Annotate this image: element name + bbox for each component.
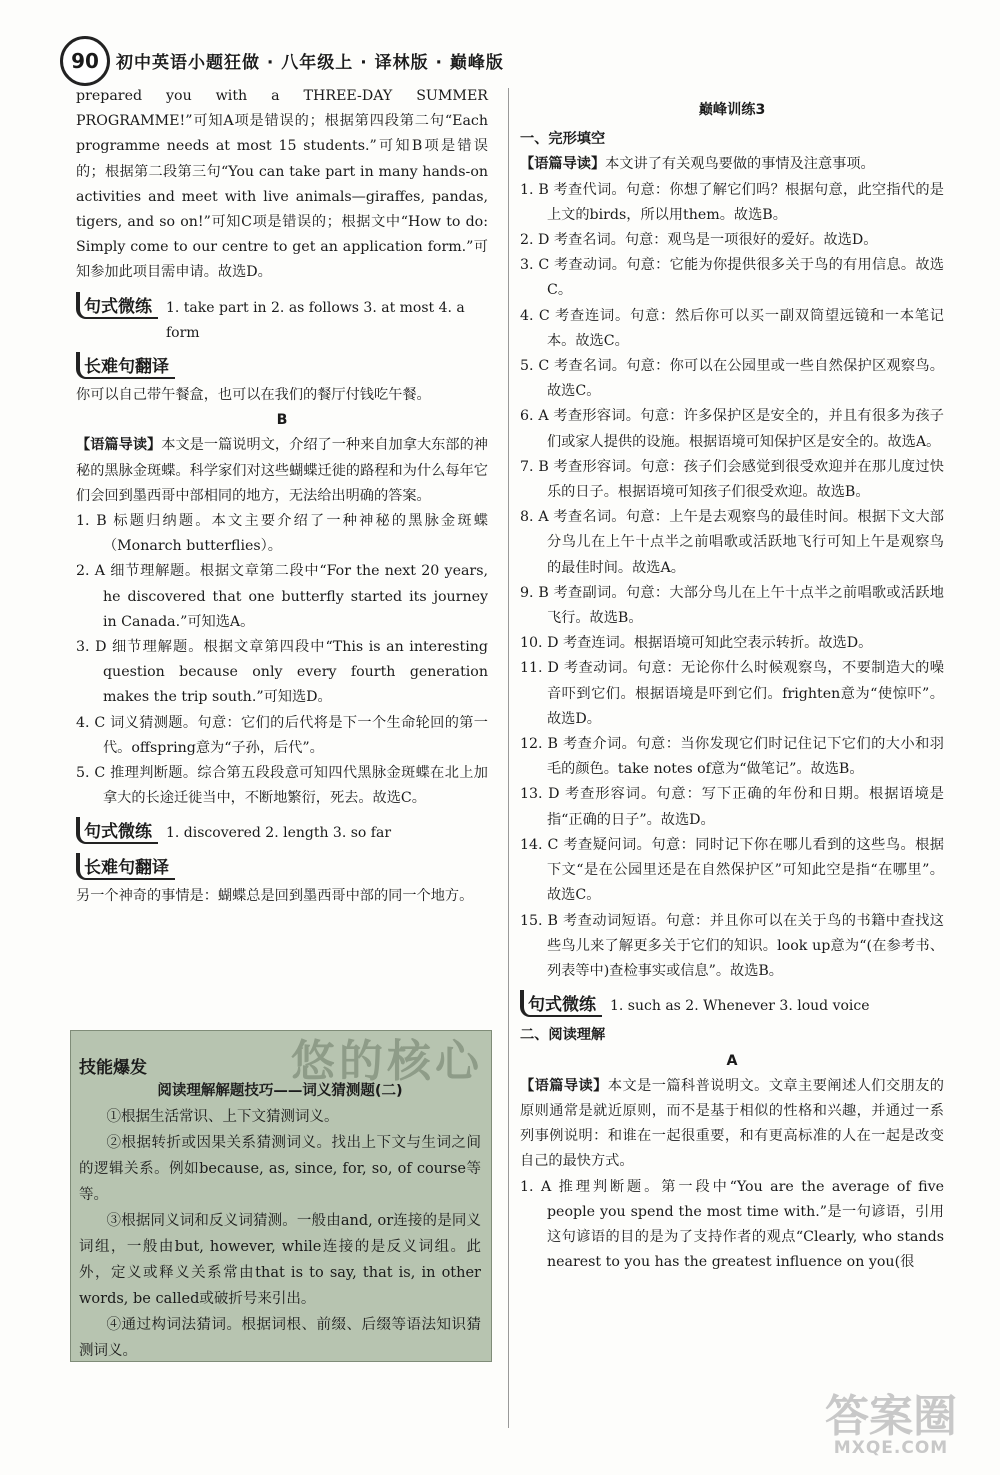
passage-guide (520, 152, 944, 177)
practice-answers: 1. take part in 2. as follows 3. at most 4. a form (166, 299, 465, 341)
continued-answer: prepared you with a THREE-DAY SUMMER PROGRAMME!”可知A项是错误的；根据第四段第二句“Each programme needs at most 15 students.”可知B项是错误的；根据第二段第三句“You can take part in many hands-on activities and meet with live animals—giraffes, pandas, tigers, and so on!”可知C项是错误的；根据文中“How to do: Simply come to our centre to get an application form.”可知参加此项目需申请。故选D。 (76, 88, 488, 281)
translate-label: 长难句翻译 (76, 352, 175, 379)
guide-label: 【语篇导读】 (520, 156, 606, 173)
watermark-text: 答案圈 (825, 1391, 957, 1442)
page-number: 90 (60, 36, 110, 86)
answer-item: 11. D 考查动词。句意：无论你什么时候观察鸟，不要制造大的噪音吓到它们。根据语境是吓到它们。frighten意为“使惊吓”。故选D。 (520, 660, 944, 727)
guide-text: 本文是一篇科普说明文。文章主要阐述人们交朋友的原则通常是就近原则，而不是基于相似的性格和兴趣，并通过一系列事例说明：和谁在一起很重要，和有更高标准的人在一起是改变自己的最快方式。 (520, 1077, 944, 1170)
answer-item: 1. B 考查代词。句意：你想了解它们吗？根据句意，此空指代的是上文的birds，所以用them。故选B。 (520, 181, 944, 223)
practice-label: 句式微练 (76, 817, 158, 844)
practice-section-3 (520, 990, 944, 1019)
skills-point: ②根据转折或因果关系猜测词义。找出上下文与生词之间的逻辑关系。例如because, as, since, for, so, of course等等。 (79, 1135, 481, 1203)
answer-item: 2. A 细节理解题。根据文章第二段中“For the next 20 years, he discovered that one butterfly started its journey in Canada.”可知选A。 (76, 563, 488, 630)
answer-item: 8. A 考查名词。句意：上午是去观察鸟的最佳时间。根据下文大部分鸟儿在上午十点半之前唱歌或活跃地飞行可知上午是观察鸟的最佳时间。故选A。 (520, 509, 944, 576)
skills-decoration: 悠的核心 (291, 1036, 483, 1087)
section-heading: B (276, 412, 288, 429)
section-heading: A (726, 1052, 738, 1069)
answer-item: 4. C 词义猜测题。句意：它们的后代将是下一个生命轮回的第一代。offspring意为“子孙，后代”。 (76, 714, 488, 756)
guide-label: 【语篇导读】 (76, 437, 162, 454)
answer-item: 1. B 标题归纳题。本文主要介绍了一种神秘的黑脉金斑蝶（Monarch butterflies）。 (76, 513, 488, 555)
right-column (520, 98, 944, 1275)
skills-box (70, 1030, 492, 1362)
guide-text: 本文讲了有关观鸟要做的事情及注意事项。 (605, 156, 875, 173)
practice-section-1 (76, 292, 488, 346)
practice-section-2 (76, 817, 488, 846)
part-heading: 一、完形填空 (520, 131, 606, 148)
answer-item: 14. C 考查疑问词。句意：同时记下你在哪儿看到的这些鸟。根据下文“是在公园里还是在自然保护区”可知此空是指“在哪里”。故选C。 (520, 836, 944, 904)
training-title: 巅峰训练3 (698, 102, 766, 118)
practice-label: 句式微练 (520, 990, 602, 1017)
translation-answer: 你可以自己带午餐盒，也可以在我们的餐厅付钱吃午餐。 (76, 387, 431, 404)
translate-label: 长难句翻译 (76, 853, 175, 880)
guide-label: 【语篇导读】 (520, 1077, 608, 1094)
answer-item: 13. D 考查形容词。句意：写下正确的年份和日期。根据语境是指“正确的日子”。故选D。 (520, 786, 944, 828)
practice-answers: 1. such as 2. Whenever 3. loud voice (610, 998, 870, 1015)
watermark-url: MXQE.COM (833, 1438, 949, 1458)
answer-item: 10. D 考查连词。根据语境可知此空表示转折。故选D。 (520, 635, 873, 652)
skills-subtitle: 阅读理解解题技巧——词义猜测题(二) (157, 1083, 403, 1099)
answer-item: 7. B 考查形容词。句意：孩子们会感觉到很受欢迎并在那儿度过快乐的日子。根据语境可知孩子们很受欢迎。故选B。 (520, 458, 944, 501)
answer-item: 9. B 考查副词。句意：大部分鸟儿在上午十点半之前唱歌或活跃地飞行。故选B。 (520, 584, 944, 627)
passage-guide (76, 433, 488, 509)
practice-answers: 1. discovered 2. length 3. so far (166, 825, 392, 842)
answer-item: 5. C 考查名词。句意：你可以在公园里或一些自然保护区观察鸟。故选C。 (520, 358, 944, 400)
answer-item: 1. A 推理判断题。第一段中“You are the average of five people you spend the most time with.”是一句谚语，引用这句谚语的目的是为了支持作者的观点“Clearly, who stands nearest to you has the greatest influence on you(很 (520, 1178, 944, 1271)
answer-item: 15. B 考查动词短语。句意：并且你可以在关于鸟的书籍中查找这些鸟儿来了解更多关于它们的知识。look up意为“(在参考书、列表等中)查检事实或信息”。故选B。 (520, 912, 944, 979)
answer-item: 5. C 推理判断题。综合第五段段意可知四代黑脉金斑蝶在北上加拿大的长途迁徙当中，不断地繁衍，死去。故选C。 (76, 765, 488, 807)
translation-answer: 另一个神奇的事情是：蝴蝶总是回到墨西哥中部的同一个地方。 (76, 887, 474, 904)
skills-content (79, 1053, 481, 1362)
page-header (60, 36, 504, 82)
left-column (76, 84, 488, 909)
answer-item: 6. A 考查形容词。句意：许多保护区是安全的，并且有很多为孩子们或家人提供的设施。根据语境可知保护区是安全的。故选A。 (520, 408, 944, 450)
skills-point: ①根据生活常识、上下文猜测词义。 (106, 1109, 339, 1125)
practice-label: 句式微练 (76, 292, 158, 319)
answer-item: 3. C 考查动词。句意：它能为你提供很多关于鸟的有用信息。故选C。 (520, 257, 944, 299)
answer-item: 4. C 考查连词。句意：然后你可以买一副双筒望远镜和一本笔记本。故选C。 (520, 307, 944, 349)
skills-point: ③根据同义词和反义词猜测。一般由and, or连接的是同义词组，一般由but, however, while连接的是反义词组。此外，定义或释义关系常由that is to say, that is, in other words, be called或破折号来引出。 (79, 1213, 481, 1307)
translate-section-1 (76, 352, 488, 379)
passage-guide (520, 1074, 944, 1175)
answer-item: 3. D 细节理解题。根据文章第四段中“This is an interesting question because only every fourth generation makes the trip south.”可知选D。 (76, 639, 488, 706)
translate-section-2 (76, 853, 488, 880)
answer-item: 12. B 考查介词。句意：当你发现它们时记住记下它们的大小和羽毛的颜色。take notes of意为“做笔记”。故选B。 (520, 736, 944, 778)
guide-text: 本文是一篇说明文，介绍了一种来自加拿大东部的神秘的黑脉金斑蝶。科学家们对这些蝴蝶迁徙的路程和为什么每年它们会回到墨西哥中部相同的地方，无法给出明确的答案。 (76, 437, 488, 504)
skills-point: ④通过构词法猜词。根据词根、前缀、后缀等语法知识猜测词义。 (79, 1317, 481, 1359)
skills-title: 技能爆发 (79, 1058, 147, 1078)
answer-item: 2. D 考查名词。句意：观鸟是一项很好的爱好。故选D。 (520, 232, 878, 249)
column-divider (508, 88, 509, 1428)
part-heading: 二、阅读理解 (520, 1027, 606, 1044)
watermark-logo (816, 1391, 966, 1458)
book-title: 初中英语小题狂做 · 八年级上 · 译林版 · 巅峰版 (116, 53, 504, 73)
